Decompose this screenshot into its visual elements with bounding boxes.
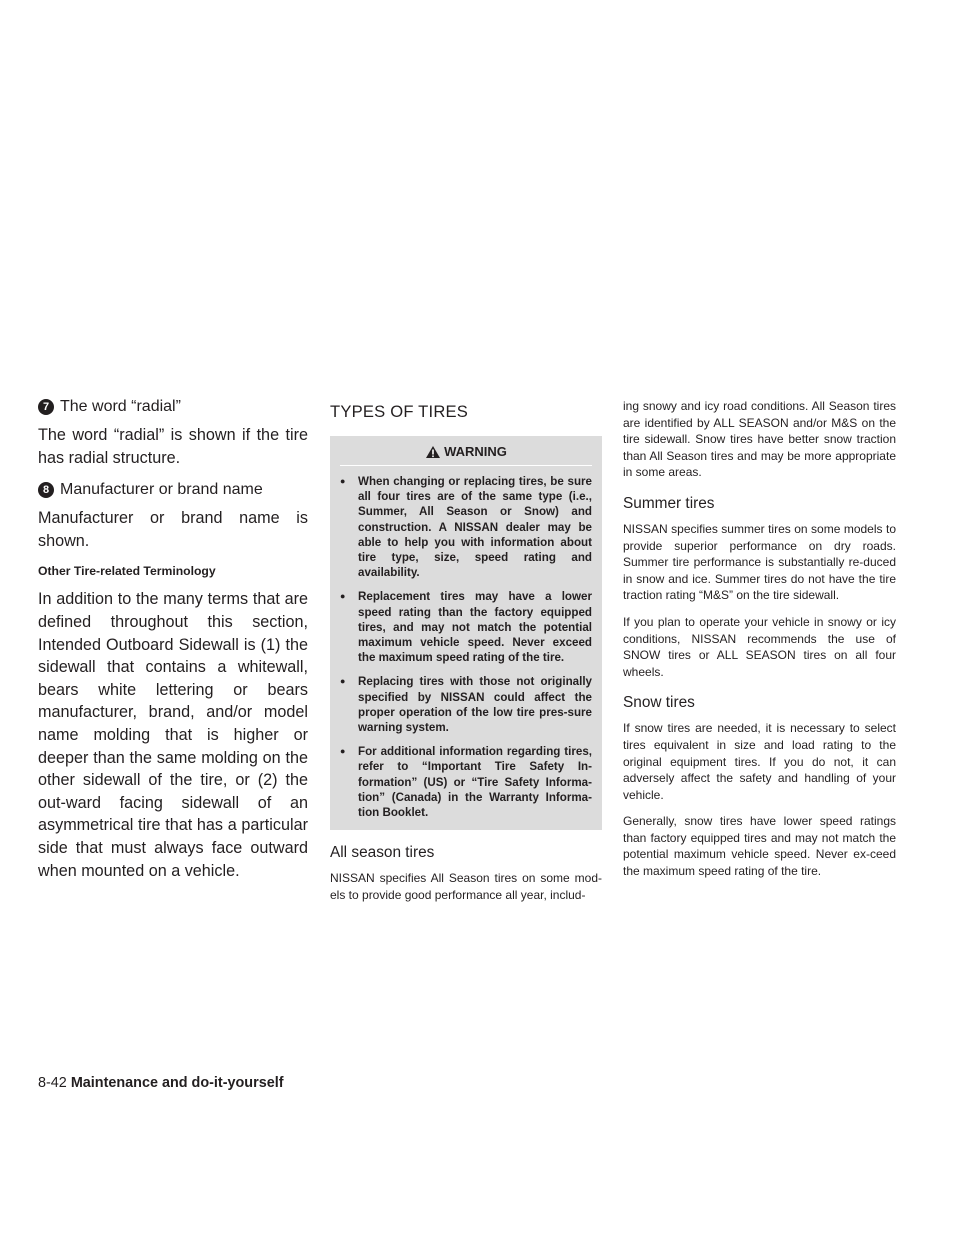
summer-paragraph-1: NISSAN specifies summer tires on some models to provide superior performance on dry roads. Summer tire performance is substantially re-duced in snow and ice. Summer tires do not have the tire traction rating “M&S” on the tire sidewall. [623, 521, 896, 603]
brand-description: Manufacturer or brand name is shown. [38, 509, 308, 550]
snow-paragraph-1: If snow tires are needed, it is necessary to select tires equivalent in size and load rating to the original equipment tires. If you do not, it can adversely affect the safety and handling of your vehicle. [623, 721, 896, 802]
callout-number-7: 7 [38, 399, 54, 415]
all-season-paragraph: NISSAN specifies All Season tires on some mod-els to provide good performance all year, includ- [330, 871, 602, 902]
all-season-heading: All season tires [330, 844, 435, 862]
callout-8 [38, 481, 308, 499]
warning-box [330, 436, 602, 830]
terminology-paragraph: In addition to the many terms that are defined throughout this section, Intended Outboard Sidewall is (1) the sidewall that contains a whitewall, bears white lettering or bears manufacturer, brand, and/or model name molding that is higher or deeper than the same molding on the other sidewall of the tire, or (2) the out-ward facing sidewall of an asymmetrical tire that has a particular side that must always face outward when mounted on a vehicle. [38, 590, 308, 880]
callout-number-8: 8 [38, 482, 54, 498]
section-title: Maintenance and do-it-yourself [70, 1075, 284, 1091]
warning-item: ● Replacement tires may have a lower speed rating than the factory equipped tires, and may not match the potential maximum vehicle speed. Never exceed the maximum speed rating of the tire. [340, 589, 592, 665]
warning-list [340, 474, 592, 820]
warning-triangle-icon [425, 445, 441, 459]
all-season-continued: ing snowy and icy road conditions. All Season tires are identified by ALL SEASON and/or M&S on the tire sidewall. Snow tires have better snow traction than All Season tires and may be more appropriate in some areas. [623, 399, 896, 480]
warning-item: ● Replacing tires with those not originally specified by NISSAN could affect the proper operation of the low tire pres-sure warning system. [340, 674, 592, 735]
types-of-tires-heading: TYPES OF TIRES [330, 402, 469, 421]
page-number: 8-42 [38, 1075, 67, 1091]
summer-paragraph-2: If you plan to operate your vehicle in snowy or icy conditions, NISSAN recommends the use of SNOW tires or ALL SEASON tires on all four wheels. [623, 614, 896, 679]
other-terminology-heading: Other Tire-related Terminology [38, 564, 216, 579]
warning-title: WARNING [444, 444, 507, 459]
column-middle [330, 398, 602, 913]
column-right [623, 398, 896, 890]
summer-tires-heading: Summer tires [623, 494, 715, 512]
column-left [38, 398, 308, 894]
callout-7-label: The word “radial” [60, 398, 181, 415]
callout-8-label: Manufacturer or brand name [60, 481, 263, 499]
radial-description: The word “radial” is shown if the tire has radial structure. [38, 426, 308, 467]
page-footer [38, 1075, 284, 1091]
snow-tires-heading: Snow tires [623, 694, 695, 712]
warning-item: ● For additional information regarding tires, refer to “Important Tire Safety In-formation” (US) or “Tire Safety Informa-tion” (Canada) in the Warranty Informa-tion Booklet. [340, 744, 592, 820]
warning-header [340, 444, 592, 466]
warning-item: ● When changing or replacing tires, be sure all four tires are of the same type (i.e., Summer, All Season or Snow) and construction. A NISSAN dealer may be able to help you with information about tire type, size, speed rating and availability. [340, 474, 592, 580]
snow-paragraph-2: Generally, snow tires have lower speed ratings than factory equipped tires and may not match the potential maximum vehicle speed. Never ex-ceed the maximum speed rating of the tire. [623, 814, 896, 879]
callout-7 [38, 398, 308, 416]
